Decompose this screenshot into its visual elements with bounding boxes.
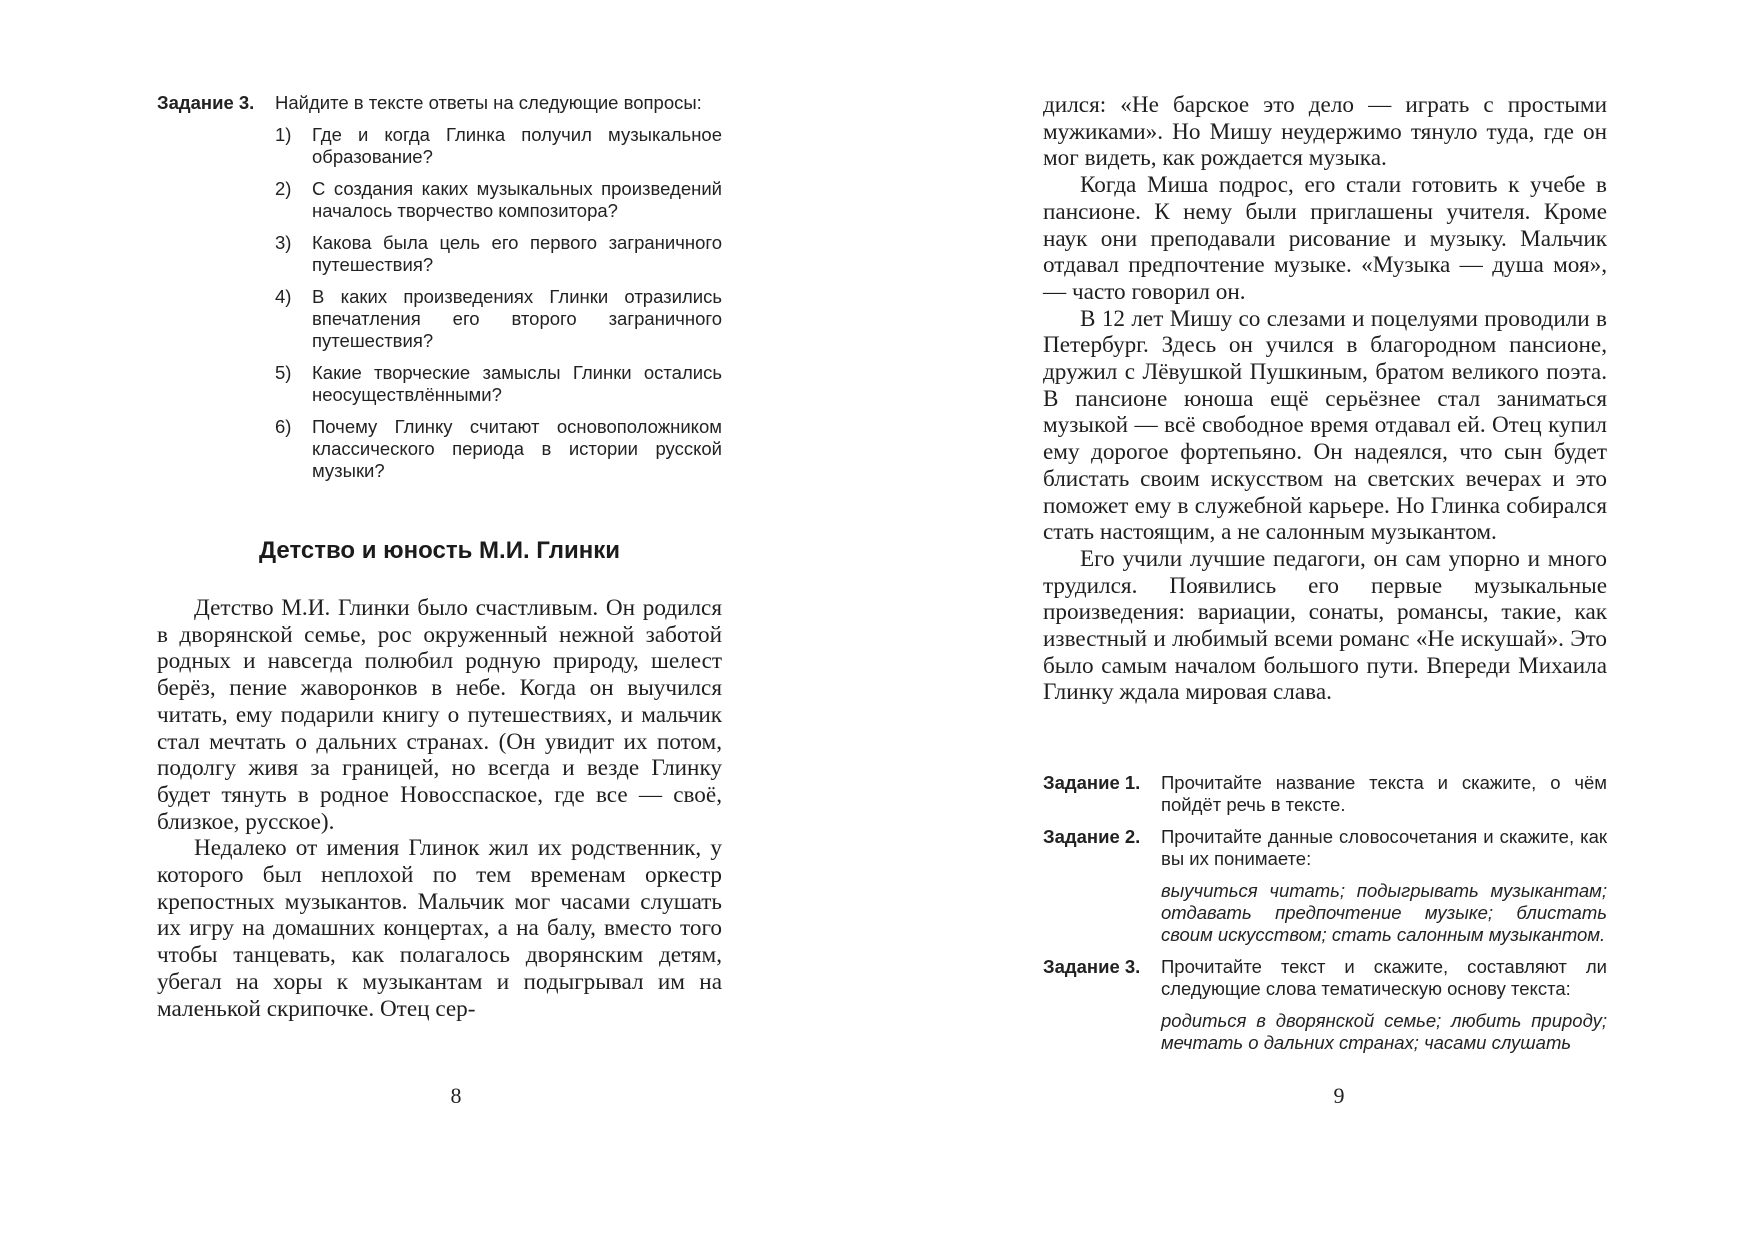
- question-text: С создания каких музыкальных произведений началось творчество композитора?: [312, 178, 722, 221]
- paragraph: В 12 лет Мишу со слезами и поцелуями проводили в Петербург. Здесь он учился в благородном пансионе, дружил с Лёвушкой Пушкиным, братом великого поэта. В пансионе юноша ещё серьёзнее стал заниматься музыкой — всё свободное время отдавал ей. Отец купил ему дорогое фортепьяно. Он надеялся, что сын будет блистать своим искусством на светских вечерах и это поможет ему в служебной карьере. Но Глинка собирался стать настоящим, а не салонным музыкантом.: [1043, 305, 1607, 546]
- question-number: 2): [275, 178, 292, 199]
- question-list: [275, 124, 722, 482]
- question-text: Почему Глинку считают основоположником классического периода в истории русской музыки?: [312, 416, 722, 481]
- question-item: [275, 124, 722, 168]
- body-text-right: [1043, 92, 1607, 706]
- task-label: Задание 2.: [1043, 826, 1141, 847]
- page-number: 9: [1333, 1083, 1345, 1108]
- task-2: [1043, 826, 1607, 946]
- body-text-left: [157, 595, 722, 1022]
- tasks-block: [1043, 772, 1607, 1054]
- question-text: Где и когда Глинка получил музыкальное образование?: [312, 124, 722, 167]
- paragraph: Недалеко от имения Глинок жил их родственник, у которого был неплохой по тем временам оркестр крепостных музыкантов. Мальчик мог часами слушать их игру на домашних концертах, а на балу, вместо того чтобы танцевать, как полагалось дворянским детям, убегал на хоры к музыкантам и подыгрывал им на маленькой скрипочке. Отец сер-: [157, 835, 722, 1022]
- task-label: Задание 3.: [1043, 956, 1141, 977]
- left-page: [0, 0, 877, 1240]
- page-number: 8: [450, 1083, 462, 1108]
- question-text: Какова была цель его первого заграничного путешествия?: [312, 232, 722, 275]
- question-number: 1): [275, 124, 292, 145]
- task-text: Прочитайте название текста и скажите, о чём пойдёт речь в тексте.: [1161, 772, 1607, 815]
- paragraph: Когда Миша подрос, его стали готовить к учебе в пансионе. К нему были приглашены учителя. Кроме наук они преподавали рисование и музыку. Мальчик отдавал предпочтение музыке. «Музыка — душа моя», — часто говорил он.: [1043, 172, 1607, 305]
- paragraph: Его учили лучшие педагоги, он сам упорно и много трудился. Появились его первые музыкальные произведения: вариации, сонаты, романсы, такие, как известный и любимый всеми романс «Не искушай». Это было самым началом большого пути. Впереди Михаила Глинку ждала мировая слава.: [1043, 545, 1607, 706]
- question-item: [275, 286, 722, 352]
- question-item: [275, 178, 722, 222]
- task-label: Задание 1.: [1043, 772, 1141, 793]
- task-body: [1161, 826, 1607, 946]
- task-label: Задание 3.: [157, 92, 255, 113]
- question-text: Какие творческие замыслы Глинки остались неосуществлёнными?: [312, 362, 722, 405]
- question-number: 6): [275, 416, 292, 437]
- task-text: Прочитайте текст и скажите, составляют ли следующие слова тематическую основу текста:: [1161, 956, 1607, 999]
- task-body: [1161, 956, 1607, 1054]
- task-header: [157, 92, 722, 114]
- task-text: Прочитайте данные словосочетания и скажите, как вы их понимаете:: [1161, 826, 1607, 869]
- task-3-questions: [157, 92, 722, 482]
- question-number: 5): [275, 362, 292, 383]
- paragraph: дился: «Не барское это дело — играть с простыми мужиками». Но Мишу неудержимо тянуло туда, где он мог видеть, как рождается музыка.: [1043, 92, 1607, 172]
- task-phrases: выучиться читать; подыгрывать музыкантам; отдавать предпочтение музыке; блистать своим искусством; стать салонным музыкантом.: [1161, 880, 1607, 945]
- section-heading: Детство и юность М.И. Глинки: [259, 537, 620, 564]
- right-page: [877, 0, 1755, 1240]
- task-intro: Найдите в тексте ответы на следующие вопросы:: [275, 92, 702, 113]
- question-item: [275, 232, 722, 276]
- question-number: 4): [275, 286, 292, 307]
- question-item: [275, 416, 722, 482]
- task-1: [1043, 772, 1607, 816]
- task-3: [1043, 956, 1607, 1054]
- question-number: 3): [275, 232, 292, 253]
- paragraph: Детство М.И. Глинки было счастливым. Он родился в дворянской семье, рос окруженный нежной заботой родных и навсегда полюбил родную природу, шелест берёз, пение жаворонков в небе. Когда он выучился читать, ему подарили книгу о путешествиях, и мальчик стал мечтать о дальних странах. (Он увидит их потом, подолгу живя за границей, но всегда и везде Глинку будет тянуть в родное Новосспаское, где все — своё, близкое, русское).: [157, 595, 722, 835]
- task-phrases: родиться в дворянской семье; любить природу; мечтать о дальних странах; часами слушать: [1161, 1010, 1607, 1053]
- question-item: [275, 362, 722, 406]
- question-text: В каких произведениях Глинки отразились впечатления его второго заграничного путешествия?: [312, 286, 722, 351]
